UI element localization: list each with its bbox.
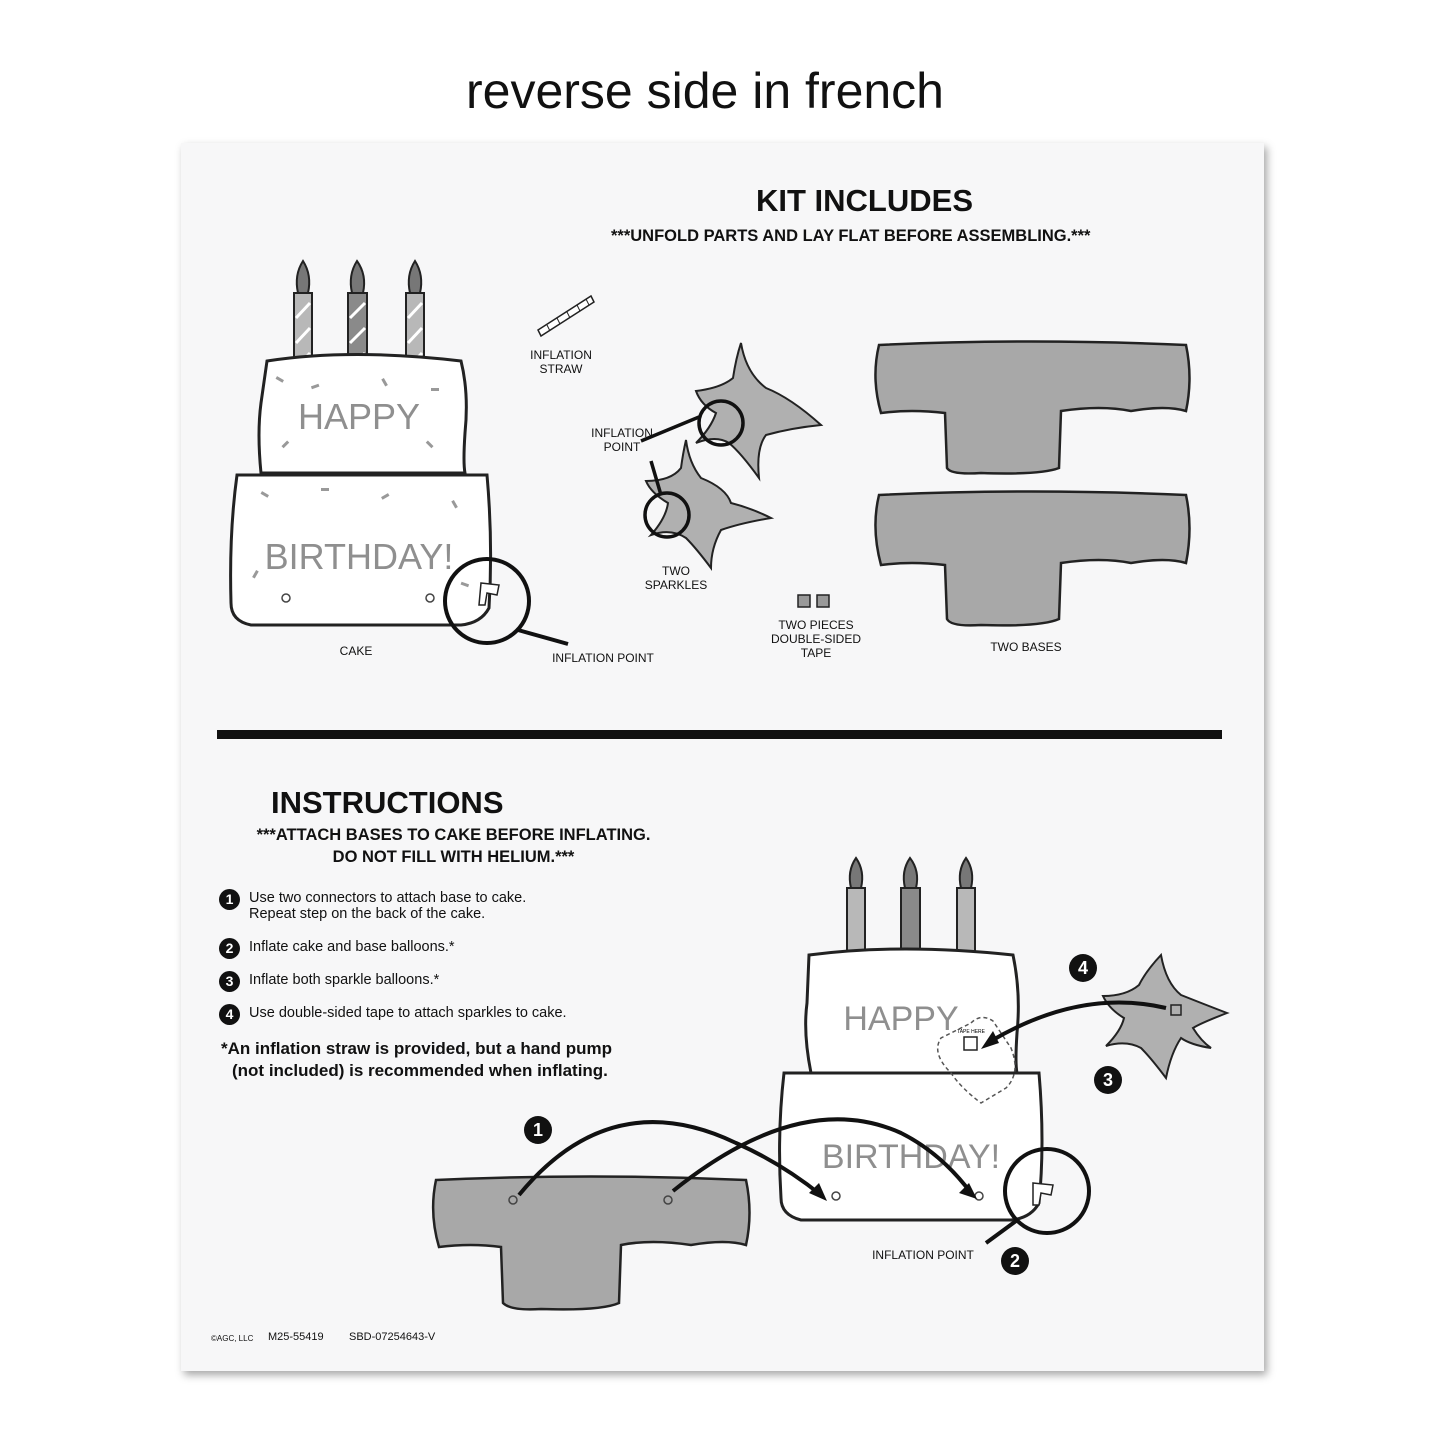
label-two-bases: TWO BASES — [990, 640, 1062, 654]
diagram-birthday-text: BIRTHDAY! — [821, 1138, 1001, 1176]
instructions-subtitle-line2: DO NOT FILL WITH HELIUM.*** — [332, 848, 575, 866]
instructions-title: INSTRUCTIONS — [271, 785, 504, 820]
label-sparkles-line1: TWO — [662, 564, 690, 578]
step-4-text: Use double-sided tape to attach sparkles to cake. — [249, 1005, 567, 1021]
note-line1: *An inflation straw is provided, but a hand pump — [221, 1039, 613, 1058]
label-tape-line2: DOUBLE-SIDED — [770, 632, 862, 646]
label-tape-line1: TWO PIECES — [778, 618, 854, 632]
diagram-sparkle — [1103, 955, 1227, 1078]
footer-code-2: SBD-07254643-V — [349, 1331, 436, 1343]
step-1-line2: Repeat step on the back of the cake. — [249, 906, 486, 922]
cake-happy-text: HAPPY — [297, 396, 421, 437]
label-straw-line1: INFLATION — [530, 348, 592, 362]
label-ip-line1: INFLATION — [591, 426, 653, 440]
diagram-cake — [780, 858, 1089, 1243]
assembly-diagram — [181, 143, 1264, 1371]
kit-title: KIT INCLUDES — [756, 183, 973, 218]
step-3-number: 3 — [219, 971, 240, 992]
instruction-sheet — [181, 143, 1264, 1371]
cake-birthday-text: BIRTHDAY! — [264, 536, 454, 577]
callout-4: 4 — [1069, 954, 1097, 982]
step-2-text: Inflate cake and base balloons.* — [249, 939, 455, 955]
diagram-inflation-point-label: INFLATION POINT — [872, 1248, 974, 1262]
label-ip-line2: POINT — [603, 440, 641, 454]
label-sparkles-line2: SPARKLES — [644, 578, 708, 592]
footer-code-1: M25-55419 — [268, 1331, 324, 1343]
note-line2: (not included) is recommended when inflating. — [232, 1061, 608, 1080]
tape-here-label: TAPE HERE — [957, 1029, 985, 1035]
step-4-number: 4 — [219, 1004, 240, 1025]
page-heading: reverse side in french — [465, 63, 944, 119]
tape-here-box — [964, 1037, 977, 1050]
diagram-base — [433, 1177, 749, 1310]
label-cake: CAKE — [339, 644, 373, 658]
step-3-text: Inflate both sparkle balloons.* — [249, 972, 440, 988]
step-2-number: 2 — [219, 938, 240, 959]
label-straw-line2: STRAW — [539, 362, 583, 376]
callout-3: 3 — [1094, 1066, 1122, 1094]
footer-copyright: ©AGC, LLC — [211, 1334, 254, 1343]
label-cake-inflation-point: INFLATION POINT — [552, 651, 654, 665]
diagram-happy-text: HAPPY — [843, 1000, 959, 1038]
kit-subtitle: ***UNFOLD PARTS AND LAY FLAT BEFORE ASSEMBLING.*** — [611, 227, 1091, 245]
callout-2: 2 — [1001, 1247, 1029, 1275]
instructions-subtitle-line1: ***ATTACH BASES TO CAKE BEFORE INFLATING. — [256, 826, 651, 844]
step-1-line1: Use two connectors to attach base to cake. — [249, 890, 527, 906]
label-tape-line3: TAPE — [800, 646, 832, 660]
step-1-number: 1 — [219, 889, 240, 910]
callout-1: 1 — [524, 1116, 552, 1144]
